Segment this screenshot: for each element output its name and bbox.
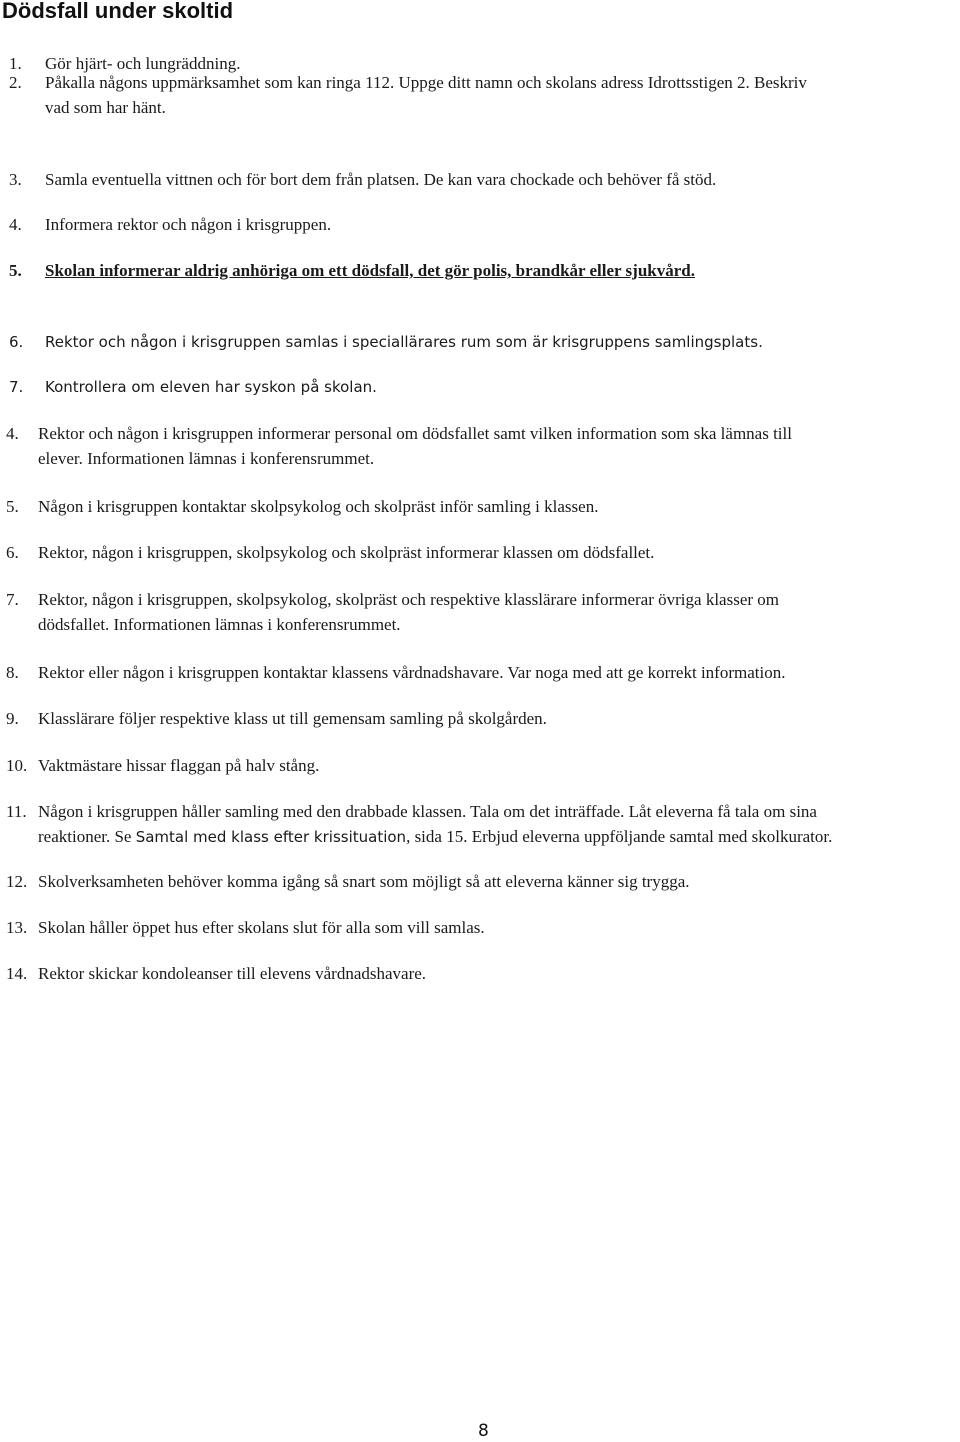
- referenced-section-title: Samtal med klass efter krissituation: [135, 828, 407, 846]
- item-text: Vaktmästare hissar flaggan på halv stång.: [38, 756, 320, 775]
- item-text: Kontrollera om eleven har syskon på skolan.: [45, 378, 377, 396]
- list-item: [9, 70, 807, 120]
- item-text: Rektor skickar kondoleanser till elevens vårdnadshavare.: [38, 964, 427, 983]
- item-number: 13.: [6, 918, 28, 937]
- item-number: 2.: [9, 73, 22, 92]
- item-text-part: reaktioner. Se: [38, 827, 136, 846]
- item-number: 6.: [6, 543, 19, 562]
- item-number: 6.: [9, 333, 24, 351]
- list-item: [6, 587, 779, 637]
- item-number: 9.: [6, 709, 19, 728]
- list-item: [9, 330, 763, 355]
- item-text: Någon i krisgruppen kontaktar skolpsykolog och skolpräst inför samling i klassen.: [38, 497, 599, 516]
- item-number: 14.: [6, 964, 28, 983]
- item-text: Någon i krisgruppen håller samling med den drabbade klassen. Tala om det inträffade. Låt eleverna få tala om sina: [38, 802, 817, 821]
- list-item: [9, 258, 695, 283]
- item-number: 7.: [6, 590, 19, 609]
- item-text-continued: elever. Informationen lämnas i konferensrummet.: [38, 449, 375, 468]
- item-number: 12.: [6, 872, 28, 891]
- item-text: Skolverksamheten behöver komma igång så snart som möjligt så att eleverna känner sig trygga.: [38, 872, 690, 891]
- item-number: 4.: [6, 424, 19, 443]
- list-item: [9, 375, 377, 400]
- list-item: [6, 915, 485, 940]
- item-text-continued: dödsfallet. Informationen lämnas i konferensrummet.: [38, 615, 401, 634]
- item-number: 5.: [9, 261, 22, 280]
- item-number: 7.: [9, 378, 24, 396]
- item-number: 8.: [6, 663, 19, 682]
- list-item: [6, 961, 426, 986]
- item-text: Rektor, någon i krisgruppen, skolpsykolog, skolpräst och respektive klasslärare informerar övriga klasser om: [38, 590, 780, 609]
- item-number: 4.: [9, 215, 22, 234]
- item-number: 1.: [9, 54, 22, 73]
- list-item: [6, 706, 547, 731]
- list-item: [6, 421, 792, 471]
- item-text: Skolan håller öppet hus efter skolans slut för alla som vill samlas.: [38, 918, 485, 937]
- item-text: Samla eventuella vittnen och för bort dem från platsen. De kan vara chockade och behöver få stöd.: [45, 170, 717, 189]
- item-text: Rektor, någon i krisgruppen, skolpsykolog och skolpräst informerar klassen om dödsfallet.: [38, 543, 655, 562]
- list-item: [9, 212, 331, 237]
- item-text-continued: [38, 824, 832, 850]
- item-text-continued: vad som har hänt.: [45, 98, 166, 117]
- item-number: 11.: [6, 802, 27, 821]
- emphasized-item-text: Skolan informerar aldrig anhöriga om ett dödsfall, det gör polis, brandkår eller sjukvård.: [45, 261, 695, 280]
- item-number: 10.: [6, 756, 28, 775]
- item-text: Informera rektor och någon i krisgruppen.: [45, 215, 332, 234]
- item-text: Rektor och någon i krisgruppen samlas i speciallärares rum som är krisgruppens samlingsplats.: [45, 333, 763, 351]
- page-title: Dödsfall under skoltid: [2, 0, 234, 23]
- list-item: [6, 869, 690, 894]
- item-text: Rektor och någon i krisgruppen informerar personal om dödsfallet samt vilken information som ska lämnas till: [38, 424, 792, 443]
- item-text-part: , sida 15. Erbjud eleverna uppföljande samtal med skolkurator.: [406, 827, 833, 846]
- list-item: [6, 799, 832, 850]
- list-item: [6, 540, 654, 565]
- list-item: [6, 753, 319, 778]
- page-number: 8: [478, 1421, 489, 1441]
- list-item: [9, 167, 716, 192]
- item-text: Påkalla någons uppmärksamhet som kan ringa 112. Uppge ditt namn och skolans adress Idrottsstigen 2. Beskriv: [45, 73, 807, 92]
- item-number: 5.: [6, 497, 19, 516]
- item-number: 3.: [9, 170, 22, 189]
- list-item: [6, 660, 785, 685]
- item-text: Gör hjärt- och lungräddning.: [45, 54, 241, 73]
- list-item: [6, 494, 598, 519]
- item-text: Rektor eller någon i krisgruppen kontaktar klassens vårdnadshavare. Var noga med att ge korrekt information.: [38, 663, 786, 682]
- item-text: Klasslärare följer respektive klass ut till gemensam samling på skolgården.: [38, 709, 547, 728]
